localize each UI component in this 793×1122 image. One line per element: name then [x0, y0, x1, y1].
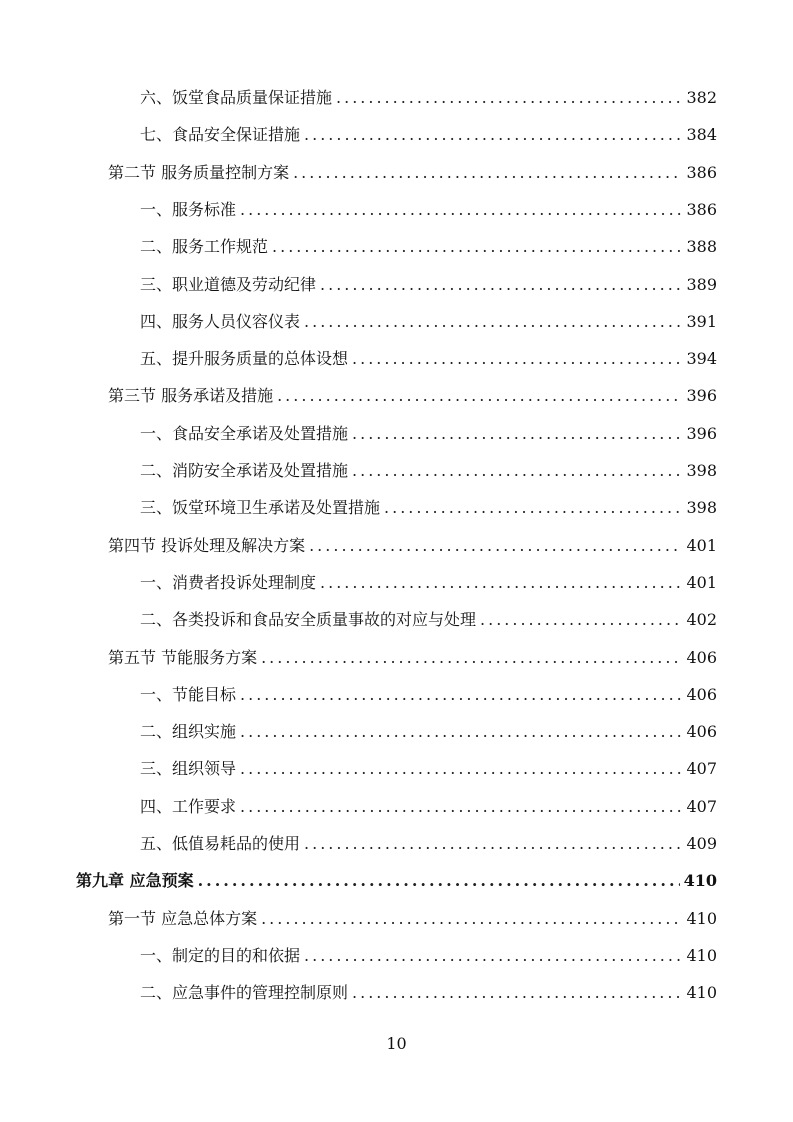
dot-leader	[304, 944, 682, 968]
toc-entry-section[interactable]	[108, 534, 717, 558]
toc-entry-title: 一、节能目标	[140, 684, 237, 704]
toc-entry-title: 第四节 投诉处理及解决方案	[108, 535, 306, 555]
toc-entry-title: 第三节 服务承诺及措施	[108, 386, 274, 406]
toc-entry-title: 第九章 应急预案	[76, 871, 194, 891]
toc-entry-page-number: 396	[686, 423, 717, 443]
toc-entry-title: 一、制定的目的和依据	[140, 945, 301, 965]
toc-entry-title: 三、饭堂环境卫生承诺及处置措施	[140, 498, 381, 518]
toc-entry-page-number: 389	[686, 274, 717, 294]
toc-entry-title: 一、消费者投诉处理制度	[140, 572, 317, 592]
dot-leader	[240, 720, 682, 744]
toc-entry-page-number: 409	[686, 834, 717, 853]
toc-entry-page-number: 384	[686, 125, 717, 145]
toc-entry-title: 四、工作要求	[140, 796, 237, 816]
toc-entry-item[interactable]	[140, 86, 717, 110]
toc-entry-page-number: 401	[686, 535, 717, 555]
toc-entry-item[interactable]	[140, 608, 717, 632]
toc-entry-page-number: 388	[686, 237, 717, 257]
toc-entry-page-number: 410	[686, 945, 717, 965]
toc-entry-page-number: 396	[686, 386, 717, 406]
toc-entry-item[interactable]	[140, 273, 717, 297]
dot-leader	[240, 757, 682, 781]
toc-entry-item[interactable]	[140, 757, 717, 781]
dot-leader	[352, 347, 682, 371]
dot-leader	[480, 608, 682, 632]
toc-entry-title: 三、组织领导	[140, 759, 237, 779]
dot-leader	[261, 907, 682, 931]
dot-leader	[277, 384, 682, 408]
toc-entry-section[interactable]	[108, 384, 717, 408]
toc-entry-title: 二、组织实施	[140, 722, 237, 742]
dot-leader	[320, 571, 682, 595]
dot-leader	[352, 459, 682, 483]
toc-entry-title: 四、服务人员仪容仪表	[140, 311, 301, 331]
toc-entry-item[interactable]	[140, 422, 717, 446]
dot-leader	[384, 496, 682, 520]
toc-entry-item[interactable]	[140, 347, 717, 371]
dot-leader	[304, 832, 682, 856]
toc-entry-page-number: 401	[686, 572, 717, 592]
dot-leader	[272, 235, 682, 259]
toc-entry-page-number: 394	[686, 349, 717, 369]
toc-entry-title: 一、服务标准	[140, 199, 237, 219]
toc-entry-title: 二、应急事件的管理控制原则	[140, 983, 349, 1003]
toc-entry-item[interactable]	[140, 459, 717, 483]
toc-entry-title: 五、低值易耗品的使用	[140, 834, 301, 853]
toc-entry-section[interactable]	[108, 907, 717, 931]
toc-entry-item[interactable]	[140, 944, 717, 968]
toc-entry-item[interactable]	[140, 720, 717, 744]
toc-entry-item[interactable]	[140, 235, 717, 259]
toc-entry-page-number: 386	[686, 199, 717, 219]
toc-entry-title: 第五节 节能服务方案	[108, 647, 258, 667]
toc-entry-page-number: 406	[686, 722, 717, 742]
toc-entry-title: 第一节 应急总体方案	[108, 908, 258, 928]
toc-entry-item[interactable]	[140, 198, 717, 222]
dot-leader	[240, 198, 682, 222]
dot-leader	[240, 683, 682, 707]
toc-entry-page-number: 398	[686, 498, 717, 518]
dot-leader	[293, 161, 682, 185]
toc-entry-item[interactable]	[140, 310, 717, 334]
toc-entry-item[interactable]	[140, 123, 717, 147]
dot-leader	[352, 981, 682, 1005]
toc-entry-section[interactable]	[108, 646, 717, 670]
toc-entry-page-number: 386	[686, 162, 717, 182]
toc-entry-item[interactable]	[140, 832, 717, 856]
toc-entry-title: 六、饭堂食品质量保证措施	[140, 88, 333, 107]
dot-leader	[304, 123, 682, 147]
toc-entry-title: 二、各类投诉和食品安全质量事故的对应与处理	[140, 610, 477, 630]
toc-entry-section[interactable]	[108, 161, 717, 185]
page-number: 10	[386, 1034, 407, 1053]
toc-entry-item[interactable]	[140, 683, 717, 707]
toc-entry-page-number: 382	[686, 88, 717, 107]
toc-entry-title: 七、食品安全保证措施	[140, 125, 301, 145]
toc-entry-page-number: 402	[686, 610, 717, 630]
toc-entry-page-number: 406	[686, 684, 717, 704]
toc-entry-title: 一、食品安全承诺及处置措施	[140, 423, 349, 443]
dot-leader	[304, 310, 682, 334]
toc-entry-item[interactable]	[140, 571, 717, 595]
toc-entry-page-number: 407	[686, 796, 717, 816]
toc-entry-page-number: 410	[683, 871, 717, 891]
toc-entry-title: 五、提升服务质量的总体设想	[140, 349, 349, 369]
toc-entry-page-number: 407	[686, 759, 717, 779]
dot-leader	[352, 422, 682, 446]
toc-entry-title: 三、职业道德及劳动纪律	[140, 274, 317, 294]
toc-entry-title: 二、消防安全承诺及处置措施	[140, 461, 349, 480]
toc-entry-item[interactable]	[140, 496, 717, 520]
dot-leader	[336, 86, 682, 110]
toc-entry-page-number: 406	[686, 647, 717, 667]
dot-leader	[309, 534, 682, 558]
toc-entry-item[interactable]	[140, 795, 717, 819]
toc-entry-page-number: 398	[686, 461, 717, 480]
toc-entry-chapter[interactable]	[76, 869, 717, 893]
dot-leader	[240, 795, 682, 819]
toc-entry-page-number: 410	[686, 908, 717, 928]
toc-entry-title: 二、服务工作规范	[140, 237, 269, 257]
dot-leader	[198, 869, 680, 893]
toc-entry-title: 第二节 服务质量控制方案	[108, 162, 290, 182]
toc-entry-page-number: 410	[686, 983, 717, 1003]
toc-entry-page-number: 391	[686, 311, 717, 331]
dot-leader	[261, 646, 682, 670]
toc-entry-item[interactable]	[140, 981, 717, 1005]
dot-leader	[320, 273, 682, 297]
